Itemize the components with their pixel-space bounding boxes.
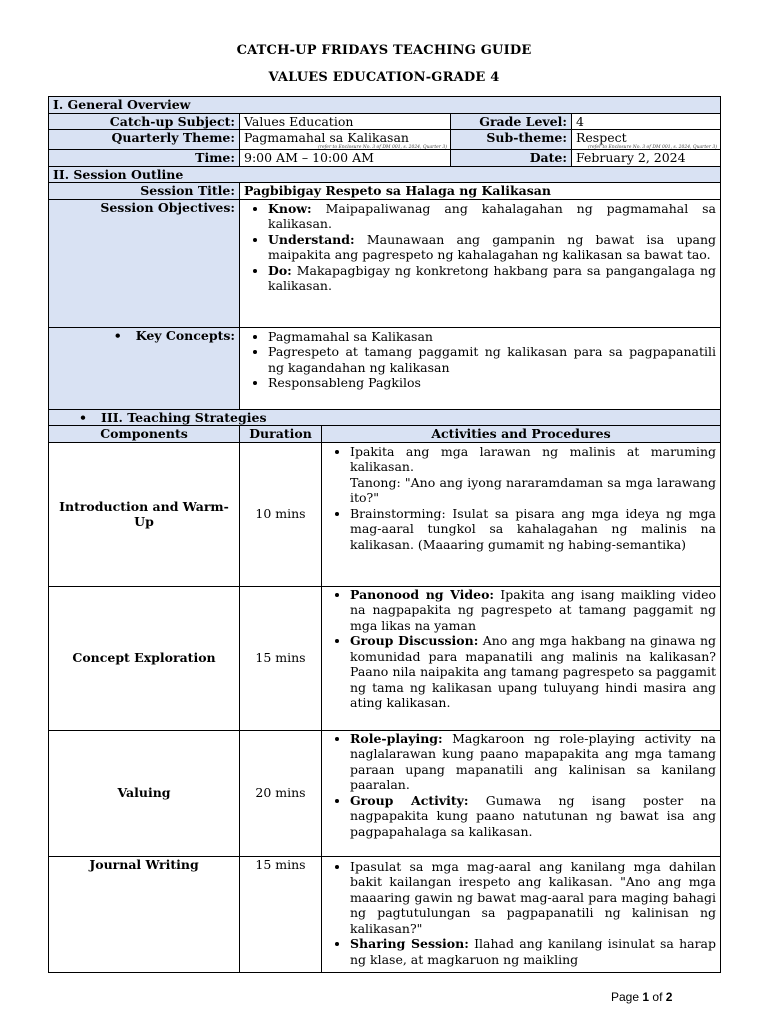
subject-label: Catch-up Subject: xyxy=(49,113,240,130)
document-subtitle: VALUES EDUCATION-GRADE 4 xyxy=(268,70,500,85)
objectives-list xyxy=(244,200,716,294)
section-heading-general-overview: I. General Overview xyxy=(49,97,721,114)
activities-cell xyxy=(322,586,721,730)
objective-item: • Understand: Maunawaan ang gampanin ng bawat isa upang maipakita ang pagrespeto ng kahalagahan ng kalikasan sa bawat tao. xyxy=(268,232,716,263)
key-concept-item: • Responsableng Pagkilos xyxy=(268,375,716,391)
document-title: CATCH-UP FRIDAYS TEACHING GUIDE xyxy=(236,43,532,58)
quarterly-theme-value: Pagmamahal sa Kalikasan xyxy=(244,130,409,145)
component-cell: Concept Exploration xyxy=(49,586,240,730)
sub-theme-value: Respect xyxy=(576,130,627,145)
activities-cell xyxy=(322,730,721,856)
duration-cell: 15 mins xyxy=(240,856,322,972)
session-title-value: Pagbibigay Respeto sa Halaga ng Kalikasan xyxy=(240,183,721,200)
key-concepts-cell xyxy=(240,327,721,409)
page-total: 2 xyxy=(665,990,673,1004)
activities-clip xyxy=(326,857,716,972)
component-cell: Valuing xyxy=(49,730,240,856)
page-current: 1 xyxy=(642,990,650,1004)
page-number xyxy=(611,990,672,1004)
activities-list xyxy=(326,587,716,711)
quarterly-theme-note: (refer to Enclosure No. 3 of DM 001, s. 2024, Quarter 3) xyxy=(318,145,447,150)
subject-value: Values Education xyxy=(240,113,451,130)
activity-item: • Group Activity: Gumawa ng isang poster na nagpapakita kung paano natutunan ng bawat isa ang pagpapahalaga sa kalikasan. xyxy=(350,793,716,840)
time-label: Time: xyxy=(49,150,240,167)
page-word: Page xyxy=(611,990,640,1004)
session-objectives-cell xyxy=(240,199,721,327)
page-of-word: of xyxy=(652,990,663,1004)
date-label: Date: xyxy=(451,150,572,167)
activities-list xyxy=(326,443,716,553)
grade-level-label: Grade Level: xyxy=(451,113,572,130)
activity-item: • Sharing Session: Ilahad ang kanilang isinulat sa harap ng klase, at magkaruon ng maikling xyxy=(350,936,716,967)
column-header-components: Components xyxy=(49,426,240,443)
section-heading-teaching-strategies-cell xyxy=(49,409,721,426)
component-cell: Introduction and Warm-Up xyxy=(49,442,240,586)
key-concepts-list xyxy=(244,328,716,391)
activity-item: • Role-playing: Magkaroon ng role-playing activity na naglalarawan kung paano mapapakita ang mga tamang paraan upang mapanatili ang kalinisan sa kanilang paaralan. xyxy=(350,731,716,793)
quarterly-theme-label: Quarterly Theme: xyxy=(49,130,240,150)
sub-theme-note: (refer to Enclosure No. 3 of DM 001, s. 2024, Quarter 3) xyxy=(588,145,718,150)
column-header-activities: Activities and Procedures xyxy=(322,426,721,443)
activity-item: • Ipakita ang mga larawan ng malinis at maruming kalikasan. Tanong: "Ano ang iyong nararamdaman sa mga larawang ito?" xyxy=(350,444,716,506)
activities-cell xyxy=(322,856,721,972)
activity-item: • Brainstorming: Isulat sa pisara ang mga ideya ng mga mag-aaral tungkol sa kahalagahan ng malinis na kalikasan. (Maaaring gumamit ng habing-semantika) xyxy=(350,506,716,553)
teaching-guide-table xyxy=(48,96,721,973)
session-title-label: Session Title: xyxy=(49,183,240,200)
sub-theme-label: Sub-theme: xyxy=(451,130,572,150)
objective-item: • Do: Makapagbigay ng konkretong hakbang para sa pangangalaga ng kalikasan. xyxy=(268,263,716,294)
activities-list xyxy=(326,731,716,840)
key-concepts-label-cell xyxy=(49,327,240,409)
activity-item: • Group Discussion: Ano ang mga hakbang na ginawa ng komunidad para mapanatili ang malinis na kalikasan? Paano nila naipakita ang tamang pagrespeto sa paggamit ng tama ng kalikasan upang tuluyang hindi masira ang ating kalikasan. xyxy=(350,633,716,711)
duration-cell: 10 mins xyxy=(240,442,322,586)
activities-cell xyxy=(322,442,721,586)
component-cell: Journal Writing xyxy=(49,856,240,972)
activity-item: • Panonood ng Video: Ipakita ang isang maikling video na nagpapakita ng pagrespeto at tamang paggamit ng mga likas na yaman xyxy=(350,587,716,634)
quarterly-theme-cell xyxy=(240,130,451,150)
date-value: February 2, 2024 xyxy=(572,150,721,167)
column-header-duration: Duration xyxy=(240,426,322,443)
session-objectives-label: Session Objectives: xyxy=(49,199,240,327)
key-concept-item: • Pagmamahal sa Kalikasan xyxy=(268,329,716,345)
key-concept-item: • Pagrespeto at tamang paggamit ng kalikasan para sa pagpapanatili ng kagandahan ng kalikasan xyxy=(268,344,716,375)
duration-cell: 20 mins xyxy=(240,730,322,856)
grade-level-value: 4 xyxy=(572,113,721,130)
activity-item: • Ipasulat sa mga mag-aaral ang kanilang mga dahilan bakit kailangan irespeto ang kalikasan. "Ano ang mga maaaring gawin ng bawat mag-aaral para maging bahagi ng pagtutulungan sa pagpapanatili ng kalinisan ng kalikasan?" xyxy=(350,859,716,937)
objective-item: • Know: Maipapaliwanag ang kahalagahan ng pagmamahal sa kalikasan. xyxy=(268,201,716,232)
sub-theme-cell xyxy=(572,130,721,150)
duration-cell: 15 mins xyxy=(240,586,322,730)
section-heading-session-outline: II. Session Outline xyxy=(49,166,721,183)
section-heading-teaching-strategies: • III. Teaching Strategies xyxy=(79,410,267,425)
key-concepts-label: • Key Concepts: xyxy=(114,328,235,343)
time-value: 9:00 AM – 10:00 AM xyxy=(240,150,451,167)
activities-list xyxy=(326,857,716,968)
